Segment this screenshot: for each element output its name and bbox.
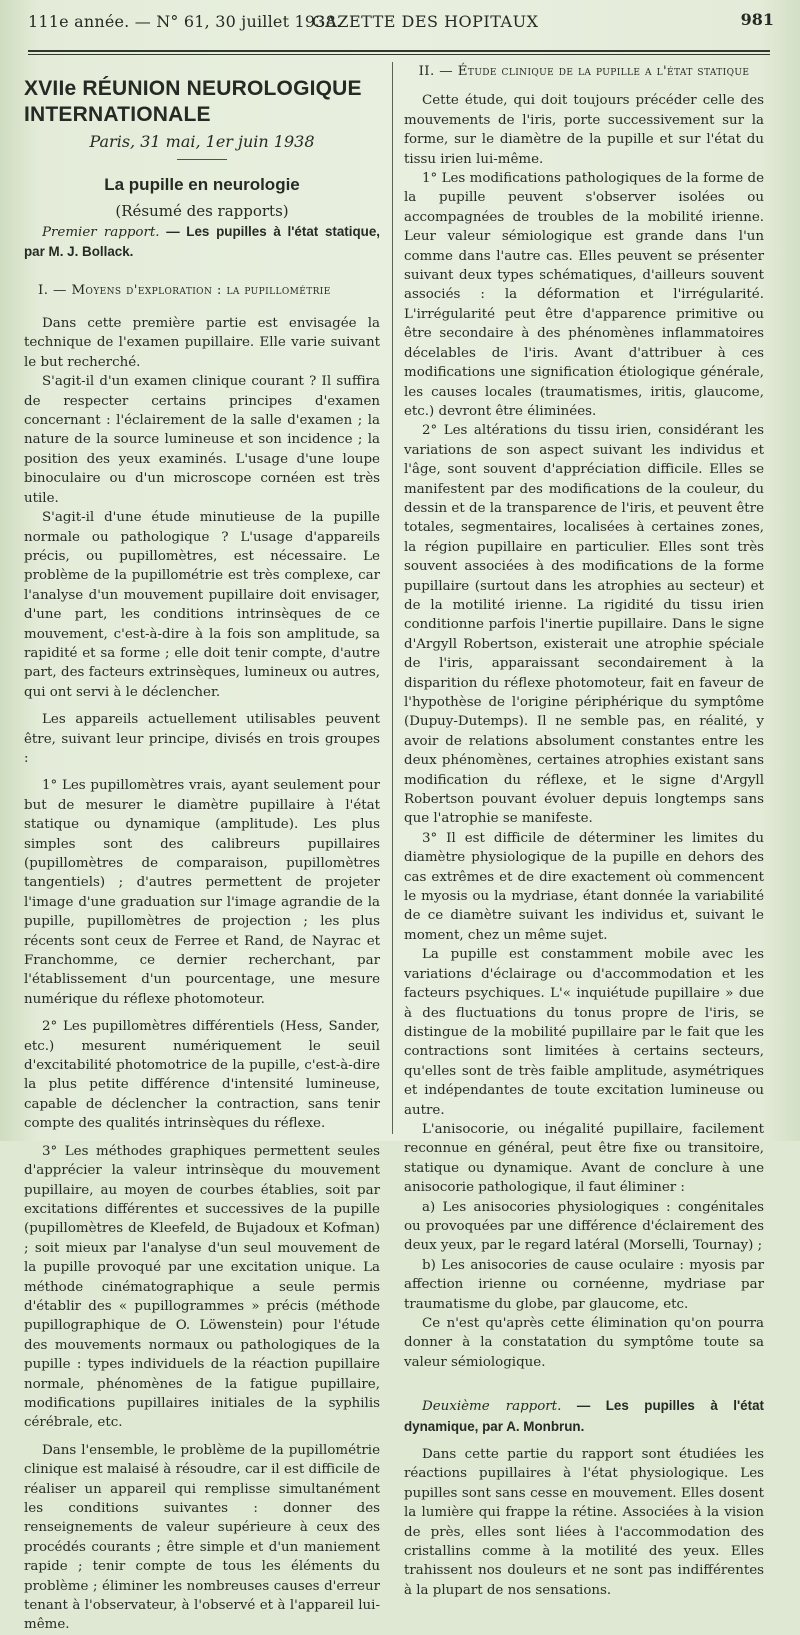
report-2-label: Deuxième rapport. <box>422 1399 562 1415</box>
paragraph: Ce n'est qu'après cette élimination qu'on pourra donner à la constatation du symptôme toute sa valeur sémiologique. <box>404 1316 764 1370</box>
left-column <box>24 62 380 1635</box>
paragraph: Dans cette première partie est envisagée la technique de l'examen pupillaire. Elle varie suivant le but recherché. <box>24 316 380 370</box>
page-number: 981 <box>740 10 774 29</box>
report-1-label: Premier rapport. <box>42 224 160 240</box>
paragraph: 3° Il est difficile de déterminer les limites du diamètre physiologique de la pupille en dehors des cas extrêmes et de dire exactement où commencent le myosis ou la mydriase, étant donnée la variabilité de ce diamètre suivant les individus et, suivant le moment, chez un même sujet. <box>404 830 764 943</box>
paragraph: L'anisocorie, ou inégalité pupillaire, facilement reconnue en général, peut être fixe ou transitoire, statique ou dynamique. Avant de conclure à une anisocorie pathologique, il faut éliminer : <box>404 1121 764 1196</box>
topic-subtitle: (Résumé des rapports) <box>115 202 289 221</box>
paragraph: 2° Les altérations du tissu irien, considérant les variations de son aspect suivant les individus et l'âge, sont souvent d'appréciation difficile. Elles se manifestent par des modifications de la couleur, du dessin et de la transparence de l'iris, et peuvent être totales, segmentaires, localisées à certaines zones, la région pupillaire en particulier. Elles sont très souvent associées à des modifications de la forme pupillaire (surtout dans les atrophies au secteur) et de la motilité irienne. La rigidité du tissu irien conditionne parfois l'inertie pupillaire. Dans le signe d'Argyll Robertson, existerait une atrophie spéciale de l'iris, apparaissant secondairement à la disparition du réflexe photomoteur, fait en faveur de l'hypothèse de l'origine périphérique du symptôme (Dupuy-Dutemps). Il ne semble pas, en réalité, y avoir de relations absolument constantes entre les deux phénomènes, certaines atrophies existant sans modification du réflexe, et le signe d'Argyll Robertson pouvant évoluer depuis longtemps sans que l'atrophie se manifeste. <box>404 423 764 827</box>
paragraph: 1° Les pupillomètres vrais, ayant seulement pour but de mesurer le diamètre pupillaire à l'état statique ou dynamique (amplitude). Les plus simples sont des calibreurs pupillaires (pupillomètres de comparaison, pupillomètres tangentiels) ; d'autres permettent de projeter l'image d'une graduation sur l'image agrandie de la pupille, pupillomètres de projection ; les plus récents sont ceux de Ferree et Rand, de Nayrac et Franchomme, ce dernier recherchant, par l'établissement d'un pourcentage, une mesure numérique du réflexe photomoteur. <box>24 778 380 1007</box>
section-1-heading: I. — Moyens d'exploration : la pupillométrie <box>38 282 331 298</box>
paragraph: Cette étude, qui doit toujours précéder celle des mouvements de l'iris, porte successivement sur la forme, sur le diamètre de la pupille et sur l'état du tissu irien lui-même. <box>404 93 764 167</box>
title-separator <box>177 159 227 160</box>
header-rule-thin <box>28 54 770 55</box>
paragraph: Dans l'ensemble, le problème de la pupillométrie clinique est malaisé à résoudre, car il est difficile de réaliser un appareil qui remplisse simultanément les conditions suivantes : donner des renseignements de valeur supérieure à ceux des procédés courants ; être simple et d'un maniement rapide ; tenir compte de tous les éléments du problème ; éliminer les nombreuses causes d'erreur tenant à l'observateur, à l'observé et à l'appareil lui-même. <box>24 1442 380 1633</box>
paragraph: Les appareils actuellement utilisables peuvent être, suivant leur principe, divisés en trois groupes : <box>24 712 380 766</box>
paragraph: S'agit-il d'une étude minutieuse de la pupille normale ou pathologique ? L'usage d'appareils précis, ou pupillomètres, est nécessaire. Le problème de la pupillométrie est très complexe, car l'analyse d'un mouvement pupillaire doit envisager, d'une part, les conditions intrinsèques de ce mouvement, c'est-à-dire à la fois son amplitude, sa rapidité et sa forme ; elle doit tenir compte, d'autre part, des facteurs extrinsèques, lumineux ou autres, qui ont servi à le déclencher. <box>24 510 380 700</box>
page-header <box>0 0 800 58</box>
paragraph: 1° Les modifications pathologiques de la forme de la pupille peuvent s'observer isolées ou accompagnées de troubles de la mobilité irienne. Leur valeur sémiologique est grande dans l'un comme dans l'autre cas. Elles peuvent se présenter suivant deux types schématiques, d'ailleurs souvent associés : la déformation et l'irrégularité. L'irrégularité peut être d'apparence primitive ou être secondaire à des phénomènes inflammatoires décelables de l'iris. Avant d'attribuer à ces modifications une signification étiologique générale, les causes locales (traumatismes, iritis, glaucome, etc.) devront être éliminées. <box>404 171 764 419</box>
report-1-title: — Les pupilles à l'état statique, par M. J. Bollack. <box>24 223 381 260</box>
header-rule-thick <box>28 50 770 52</box>
paragraph: La pupille est constamment mobile avec les variations d'éclairage ou d'accommodation et les facteurs psychiques. L'« inquiétude pupillaire » due à des fluctuations du tonus propre de l'iris, se distingue de la mobilité pupillaire par le fait que les contractions sont limitées à certains secteurs, qu'elles sont de très faible amplitude, asymétriques et indépendantes de toute excitation lumineuse ou autre. <box>404 947 764 1118</box>
paragraph: 3° Les méthodes graphiques permettent seules d'apprécier la valeur intrinsèque du mouvement pupillaire, au moyen de courbes établies, soit par excitations différentes et successives de la pupille (pupillomètres de Kleefeld, de Bujadoux et Kofman) ; soit mieux par l'analyse d'un seul mouvement de la pupille provoqué par une excitation unique. La méthode cinématographique a seule permis d'établir des « pupillogrammes » précis (méthode pupillographique de O. Löwenstein) pour l'étude des mouvements normaux ou pathologiques de la pupille : types individuels de la réaction pupillaire normale, phénomènes de la fatigue pupillaire, modifications pupillaires initiales de la syphilis cérébrale, etc. <box>24 1143 380 1431</box>
right-column <box>404 62 764 1600</box>
paragraph: a) Les anisocories physiologiques : congénitales ou provoquées par une différence d'éclairement des deux yeux, par le regard latéral (Morselli, Tournay) ; <box>404 1199 764 1254</box>
paragraph: b) Les anisocories de cause oculaire : myosis par affection irienne ou cornéenne, mydriase par traumatisme du globe, par glaucome, etc. <box>404 1257 764 1312</box>
paragraph: 2° Les pupillomètres différentiels (Hess, Sander, etc.) mesurent numériquement le seuil d'excitabilité photomotrice de la pupille, c'est-à-dire la plus petite différence d'intensité lumineuse, capable de déclencher la contraction, sans tenir compte des qualités intrinsèques du réflexe. <box>24 1019 380 1132</box>
column-divider <box>392 62 393 1134</box>
paragraph: S'agit-il d'un examen clinique courant ? Il suffira de respecter certains principes d'examen concernant : l'éclairement de la salle d'examen ; la nature de la source lumineuse et son incidence ; la position des yeux examinés. L'usage d'une loupe binoculaire ou d'un microscope cornéen est très utile. <box>24 374 380 506</box>
paragraph: Dans cette partie du rapport sont étudiées les réactions pupillaires à l'état physiologique. Les pupilles sont sans cesse en mouvement. Elles dosent la lumière qui frappe la rétine. Associées à la vision de près, elles sont liées à l'accommodation des cristallins comme à la motilité des yeux. Elles trahissent nos douleurs et ne sont pas indifférentes à la plupart de nos sensations. <box>404 1447 764 1598</box>
journal-title: GAZETTE DES HOPITAUX <box>312 12 539 31</box>
topic-title: La pupille en neurologie <box>104 175 300 195</box>
report-2-title: — Les pupilles à l'état dynamique, par A. Monbrun. <box>404 1398 764 1434</box>
report-2-heading <box>404 1396 764 1437</box>
report-1-heading <box>24 222 380 263</box>
section-2-heading: II. — Étude clinique de la pupille a l'état statique <box>418 64 750 79</box>
issue-info: 111e année. — N° 61, 30 juillet 1938. <box>28 12 342 31</box>
congress-date: Paris, 31 mai, 1er juin 1938 <box>89 132 315 151</box>
congress-title: XVIIe RÉUNION NEUROLOGIQUE INTERNATIONALE <box>24 77 362 126</box>
